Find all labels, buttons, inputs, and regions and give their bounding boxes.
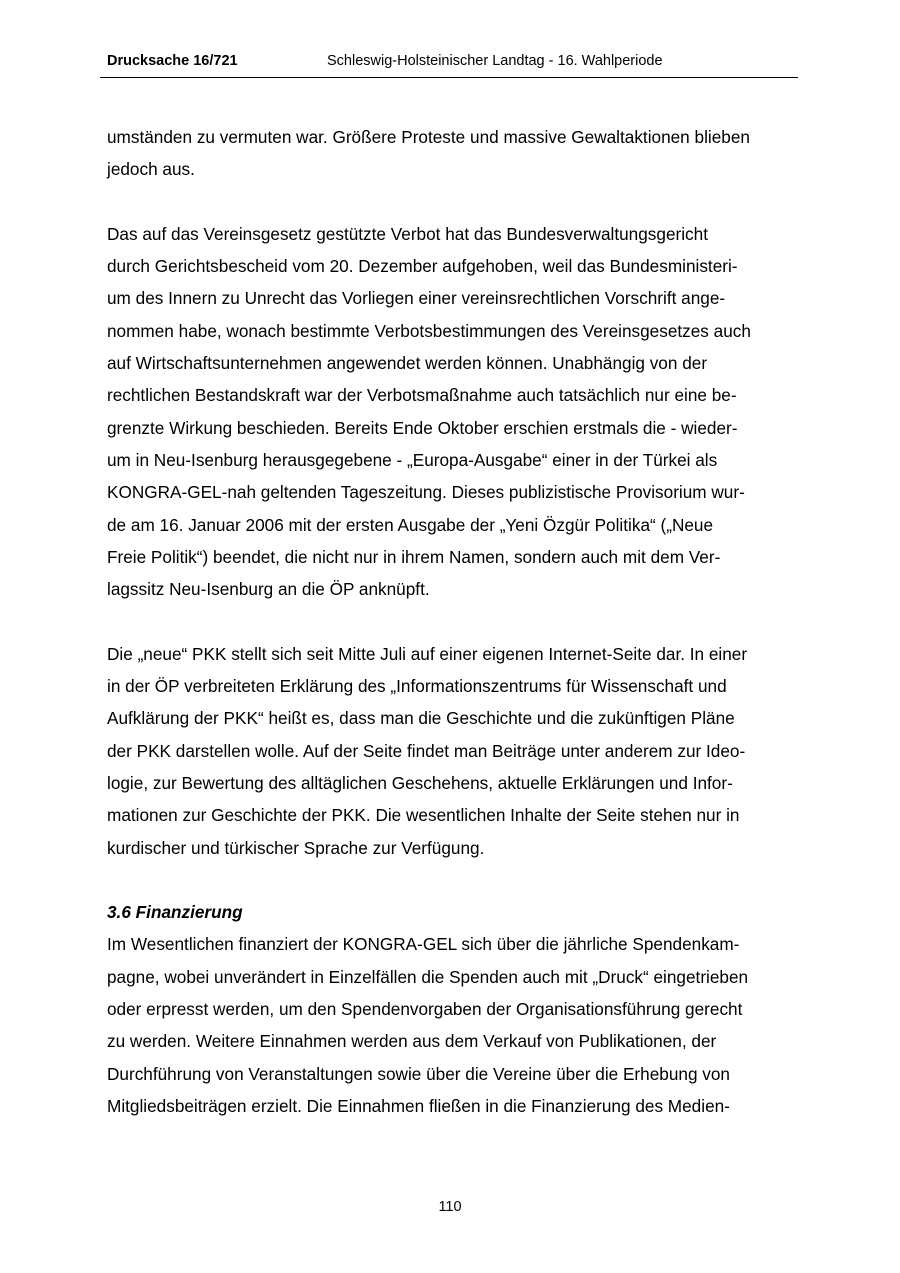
text-line: logie, zur Bewertung des alltäglichen Geschehens, aktuelle Erklärungen und Infor-: [107, 772, 733, 793]
text-line: Durchführung von Veranstaltungen sowie über die Vereine über die Erhebung von: [107, 1063, 730, 1084]
text-line: durch Gerichtsbescheid vom 20. Dezember aufgehoben, weil das Bundesministeri-: [107, 256, 738, 277]
paragraph: [107, 638, 797, 864]
text-line: pagne, wobei unverändert in Einzelfällen die Spenden auch mit „Druck“ eingetrieben: [107, 966, 749, 987]
text-line: kurdischer und türkischer Sprache zur Verfügung.: [107, 837, 485, 858]
paragraph: [107, 218, 797, 606]
text-line: Die „neue“ PKK stellt sich seit Mitte Juli auf einer eigenen Internet-Seite dar. In einer: [107, 643, 748, 664]
text-line: in der ÖP verbreiteten Erklärung des „Informationszentrums für Wissenschaft und: [107, 676, 727, 697]
text-line: Das auf das Vereinsgesetz gestützte Verbot hat das Bundesverwaltungsgericht: [107, 223, 708, 244]
paragraph: [107, 121, 797, 186]
text-line: Mitgliedsbeiträgen erzielt. Die Einnahmen fließen in die Finanzierung des Medien-: [107, 1095, 730, 1116]
page-number: 110: [438, 1199, 462, 1215]
header-organization: Schleswig-Holsteinischer Landtag - 16. Wahlperiode: [327, 53, 663, 69]
text-line: jedoch aus.: [107, 159, 195, 180]
text-line: Im Wesentlichen finanziert der KONGRA-GEL sich über die jährliche Spendenkam-: [107, 934, 740, 955]
text-line: grenzte Wirkung beschieden. Bereits Ende Oktober erschien erstmals die - wieder-: [107, 417, 738, 438]
text-line: de am 16. Januar 2006 mit der ersten Ausgabe der „Yeni Özgür Politika“ („Neue: [107, 514, 714, 535]
document-body: [107, 121, 797, 1122]
text-line: lagssitz Neu-Isenburg an die ÖP anknüpft.: [107, 579, 430, 600]
document-number: Drucksache 16/721: [107, 53, 238, 69]
text-line: zu werden. Weitere Einnahmen werden aus dem Verkauf von Publikationen, der: [107, 1031, 717, 1052]
text-line: oder erpresst werden, um den Spendenvorgaben der Organisationsführung gerecht: [107, 999, 743, 1020]
section-heading: 3.6 Finanzierung: [107, 902, 243, 923]
text-line: um des Innern zu Unrecht das Vorliegen einer vereinsrechtlichen Vorschrift ange-: [107, 288, 726, 309]
text-line: auf Wirtschaftsunternehmen angewendet werden können. Unabhängig von der: [107, 353, 708, 374]
text-line: rechtlichen Bestandskraft war der Verbotsmaßnahme auch tatsächlich nur eine be-: [107, 385, 737, 406]
text-line: Freie Politik“) beendet, die nicht nur in ihrem Namen, sondern auch mit dem Ver-: [107, 546, 721, 567]
text-line: Aufklärung der PKK“ heißt es, dass man die Geschichte und die zukünftigen Pläne: [107, 708, 735, 729]
text-line: um in Neu-Isenburg herausgegebene - „Europa-Ausgabe“ einer in der Türkei als: [107, 449, 718, 470]
text-line: der PKK darstellen wolle. Auf der Seite findet man Beiträge unter anderem zur Ideo-: [107, 740, 746, 761]
text-line: KONGRA-GEL-nah geltenden Tageszeitung. Dieses publizistische Provisorium wur-: [107, 482, 745, 503]
text-line: nommen habe, wonach bestimmte Verbotsbestimmungen des Vereinsgesetzes auch: [107, 320, 751, 341]
text-line: mationen zur Geschichte der PKK. Die wesentlichen Inhalte der Seite stehen nur in: [107, 805, 740, 826]
page-header: [100, 50, 798, 78]
paragraph: [107, 928, 797, 1122]
text-line: umständen zu vermuten war. Größere Proteste und massive Gewaltaktionen blieben: [107, 127, 750, 147]
